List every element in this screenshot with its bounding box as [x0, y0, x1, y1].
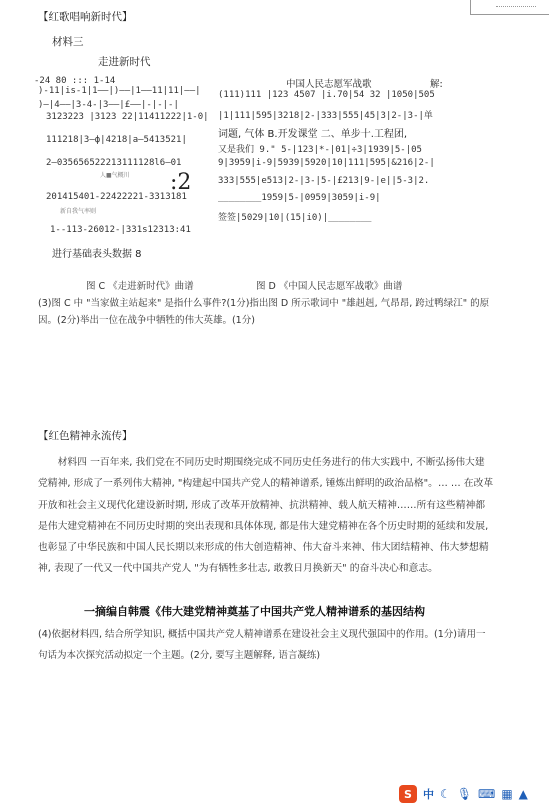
score-c-big-mark: :2	[170, 170, 192, 195]
question-3: (3)图 C 中 "当家做主站起来" 是指什么事件?(1分)指出图 D 所示歌词中 "雄赳赳, 气昂昂, 跨过鸭绿江" 的原因。(2分)举出一位在战争中牺牲的伟大英雄。(1分)	[38, 298, 490, 326]
score-c-line: 201415401-22422221-3313181	[46, 192, 187, 202]
score-d-line: ________1959|5-|0959|3059|i-9|	[218, 193, 381, 203]
moon-icon[interactable]: ☾	[440, 787, 451, 801]
section-header-red-songs: 【红歌唱响新时代】	[38, 11, 133, 23]
material-three-label: 材料三	[52, 36, 84, 48]
grid-icon[interactable]: ▦	[501, 787, 513, 801]
score-d-title: 中国人民志愿军战歌	[286, 79, 372, 90]
score-c-line: 2—035656522213111128l6—01	[46, 158, 182, 168]
mic-icon[interactable]: 🎙	[456, 787, 472, 801]
corner-dotted-line	[496, 6, 536, 9]
score-d-line: 333|555|e513|2-|3-|5-|£213|9-|e||5-3|2.	[218, 176, 430, 186]
score-d-line: (111)111 |123 4507 |i.70|54 32 |1050|505	[218, 90, 435, 100]
score-d-line: 又是我们 9." 5-|123|*-|01|÷3|1939|5-|05	[218, 145, 422, 155]
score-d-line: 词题, 气体 B.开发课堂 二、单步十.工程团,	[218, 129, 408, 140]
score-d-line: 签签|5029|10|(15|i0)|________	[218, 213, 372, 223]
score-c-line: 3123223 |3123 22|11411222|1-0|	[46, 112, 209, 122]
figure-c-caption: 图 C 《走进新时代》曲谱	[86, 281, 194, 292]
score-c-footer: 进行基础表头数据 8	[52, 249, 142, 260]
score-c-line: 111218|3—ф|4218|a—5413521|	[46, 135, 187, 145]
score-c-line: )—|4——|3-4-|3——|£——|-|-|-|	[38, 100, 179, 110]
sogou-logo-icon[interactable]: S	[399, 785, 417, 803]
language-toggle[interactable]: 中	[423, 788, 434, 801]
score-c-note: 新自我气率则	[60, 208, 97, 215]
ime-toolbar[interactable]	[391, 783, 549, 805]
figure-d-caption: 图 D 《中国人民志愿军战歌》曲谱	[256, 281, 403, 292]
song-title: 走进新时代	[98, 56, 151, 68]
question-4: (4)依据材料四, 结合所学知识, 概括中国共产党人精神谱系在建设社会主义现代强国中的作用。(1分)请用一句话为本次探究活动拟定一个主题。(2分, 要写主题解释, 语言凝练)	[38, 629, 486, 661]
quote-source: 一摘编自韩震《伟大建党精神奠基了中国共产党人精神谱系的基因结构	[84, 605, 425, 618]
score-d-line: 9|3959|i-9|5939|5920|10|111|595|&216|2-|	[218, 158, 435, 168]
score-c-line: 1--113-26012-|331s12313:41	[50, 225, 191, 235]
score-c-line: )-11|is-1|1——|)——|1——11|11|——|	[38, 86, 201, 96]
score-d-line: |1|111|595|3218|2-|333|555|45|3|2-|3-|单	[218, 111, 433, 121]
score-c-note: 人■气概川	[100, 172, 130, 179]
material-four-paragraph: 材料四 一百年来, 我们党在不同历史时期围绕完成不同历史任务进行的伟大实践中, 不断弘扬伟大建党精神, 形成了一系列伟大精神, "构建起中国共产党人的精神谱系, 锤炼出鲜明的政治品格"。… … 在改革开放和社会主义现代化建设新时期, 形成了改革开放精神、抗洪精神、载人航天精神……所有这些精神都是伟大建党精神在不同历史时期的突出表现和具体体现, 都是伟大建党精神在各个历史时期的延续和发展, 也彰显了中华民族和中国人民长期以来形成的伟大创造精神、伟大奋斗来神、伟大团结精神、伟大梦想精神, 表现了一代又一代中国共产党人 "为有牺牲多壮志, 敢教日月换新天" 的奋斗决心和意志。	[38, 457, 494, 575]
score-c-line: -24 80 ::: 1-14	[34, 76, 116, 86]
keyboard-icon[interactable]: ⌨	[478, 787, 496, 801]
shirt-icon[interactable]: ▲	[518, 787, 528, 801]
section-header-red-spirit: 【红色精神永流传】	[38, 430, 133, 442]
score-d-jie: 解:	[430, 79, 443, 90]
